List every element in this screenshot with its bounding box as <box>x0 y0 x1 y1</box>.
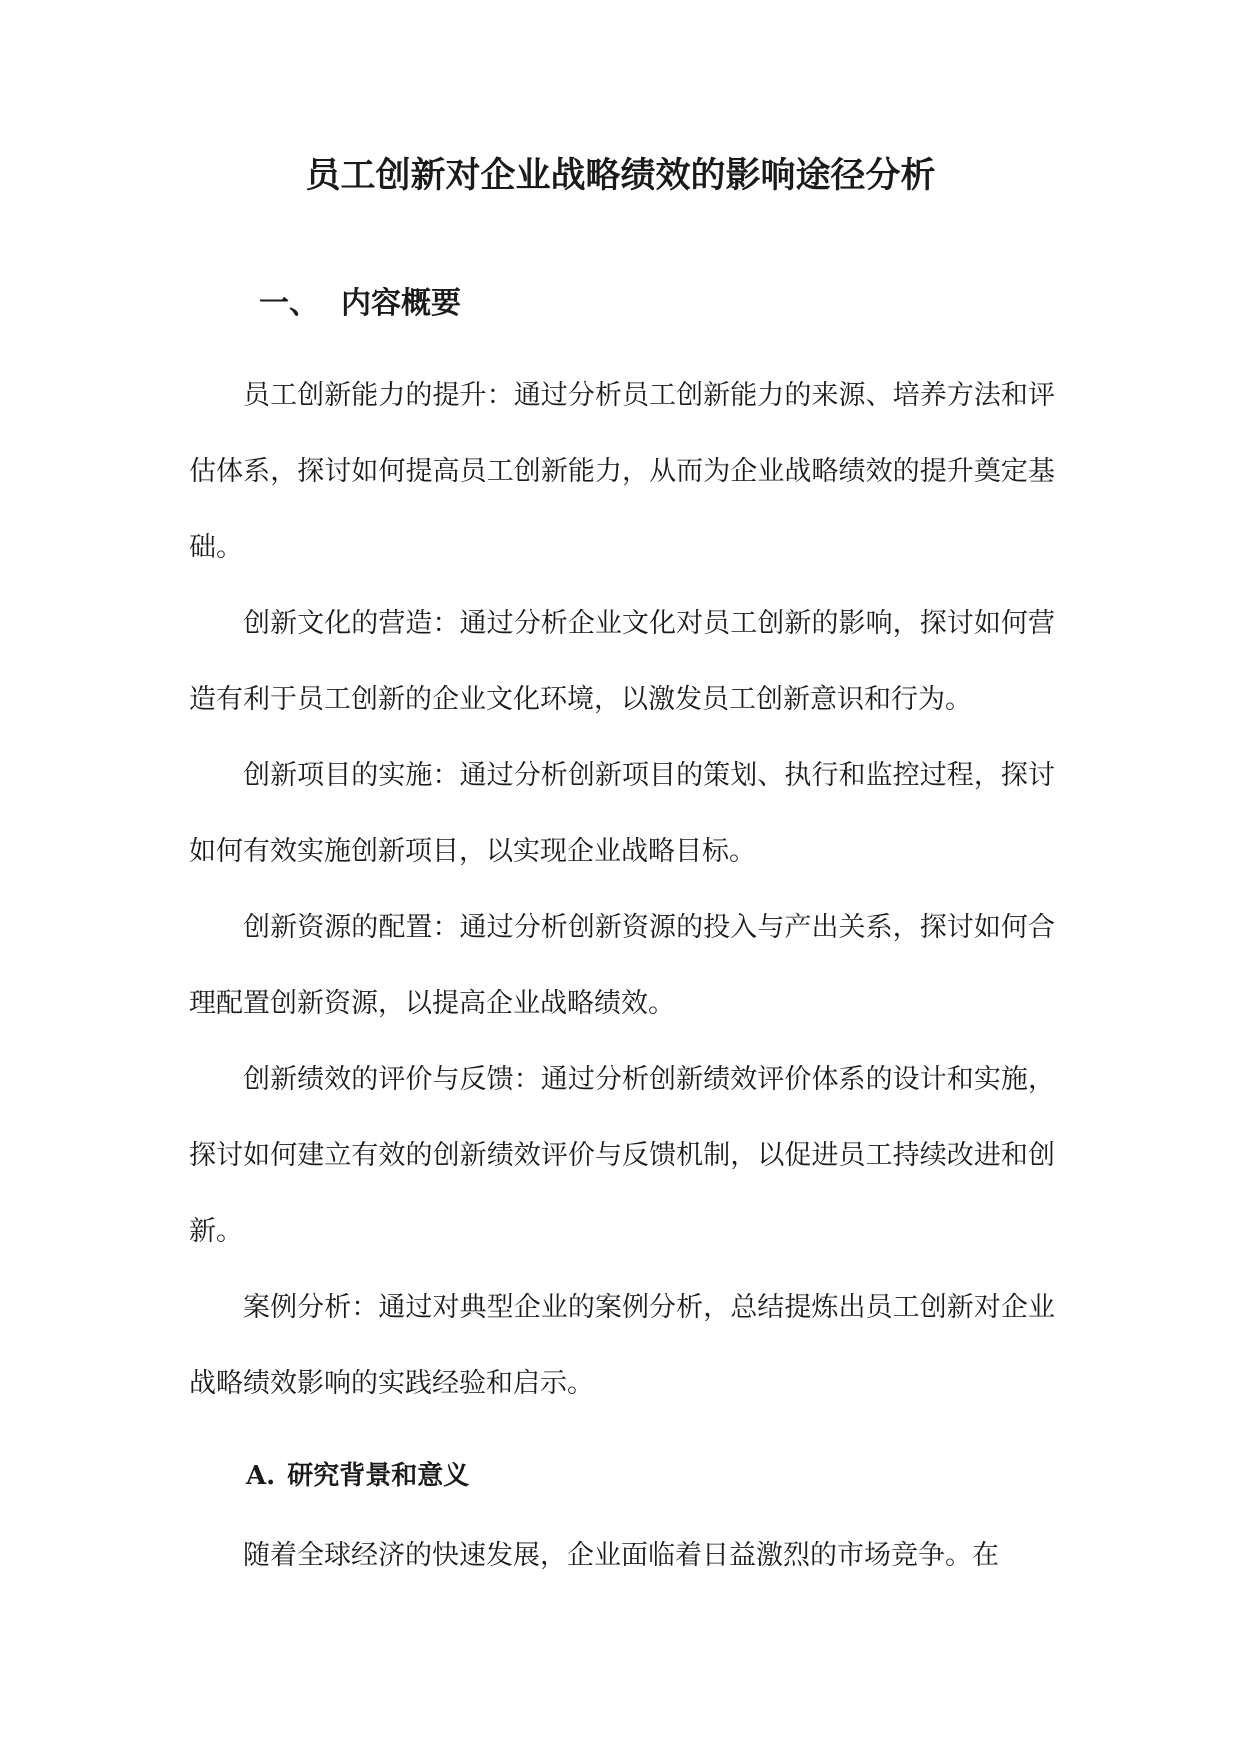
subsection-heading-a <box>246 1456 469 1496</box>
subsection-number: A. <box>246 1461 276 1491</box>
paragraph-innovation-projects: 创新项目的实施：通过分析创新项目的策划、执行和监控过程，探讨如何有效实施创新项目，以实现企业战略目标。 <box>189 760 1055 867</box>
background-body <box>189 1518 1055 1594</box>
paragraph-innovation-resources: 创新资源的配置：通过分析创新资源的投入与产出关系，探讨如何合理配置创新资源，以提高企业战略绩效。 <box>189 912 1055 1019</box>
subsection-title: 研究背景和意义 <box>287 1461 470 1491</box>
summary-body <box>189 358 1055 1422</box>
document-title: 员工创新对企业战略绩效的影响途径分析 <box>305 155 936 196</box>
paragraph-innovation-evaluation: 创新绩效的评价与反馈：通过分析创新绩效评价体系的设计和实施，探讨如何建立有效的创新绩效评价与反馈机制，以促进员工持续改进和创新。 <box>189 1064 1055 1247</box>
paragraph-innovation-ability: 员工创新能力的提升：通过分析员工创新能力的来源、培养方法和评估体系，探讨如何提高员工创新能力，从而为企业战略绩效的提升奠定基础。 <box>189 380 1055 563</box>
section-heading-1 <box>259 282 461 326</box>
section-number: 一、 <box>259 286 319 321</box>
paragraph-background: 随着全球经济的快速发展，企业面临着日益激烈的市场竞争。在 <box>243 1540 999 1571</box>
paragraph-innovation-culture: 创新文化的营造：通过分析企业文化对员工创新的影响，探讨如何营造有利于员工创新的企业文化环境，以激发员工创新意识和行为。 <box>189 608 1055 715</box>
section-title: 内容概要 <box>341 286 461 321</box>
paragraph-case-analysis: 案例分析：通过对典型企业的案例分析，总结提炼出员工创新对企业战略绩效影响的实践经验和启示。 <box>189 1292 1055 1399</box>
